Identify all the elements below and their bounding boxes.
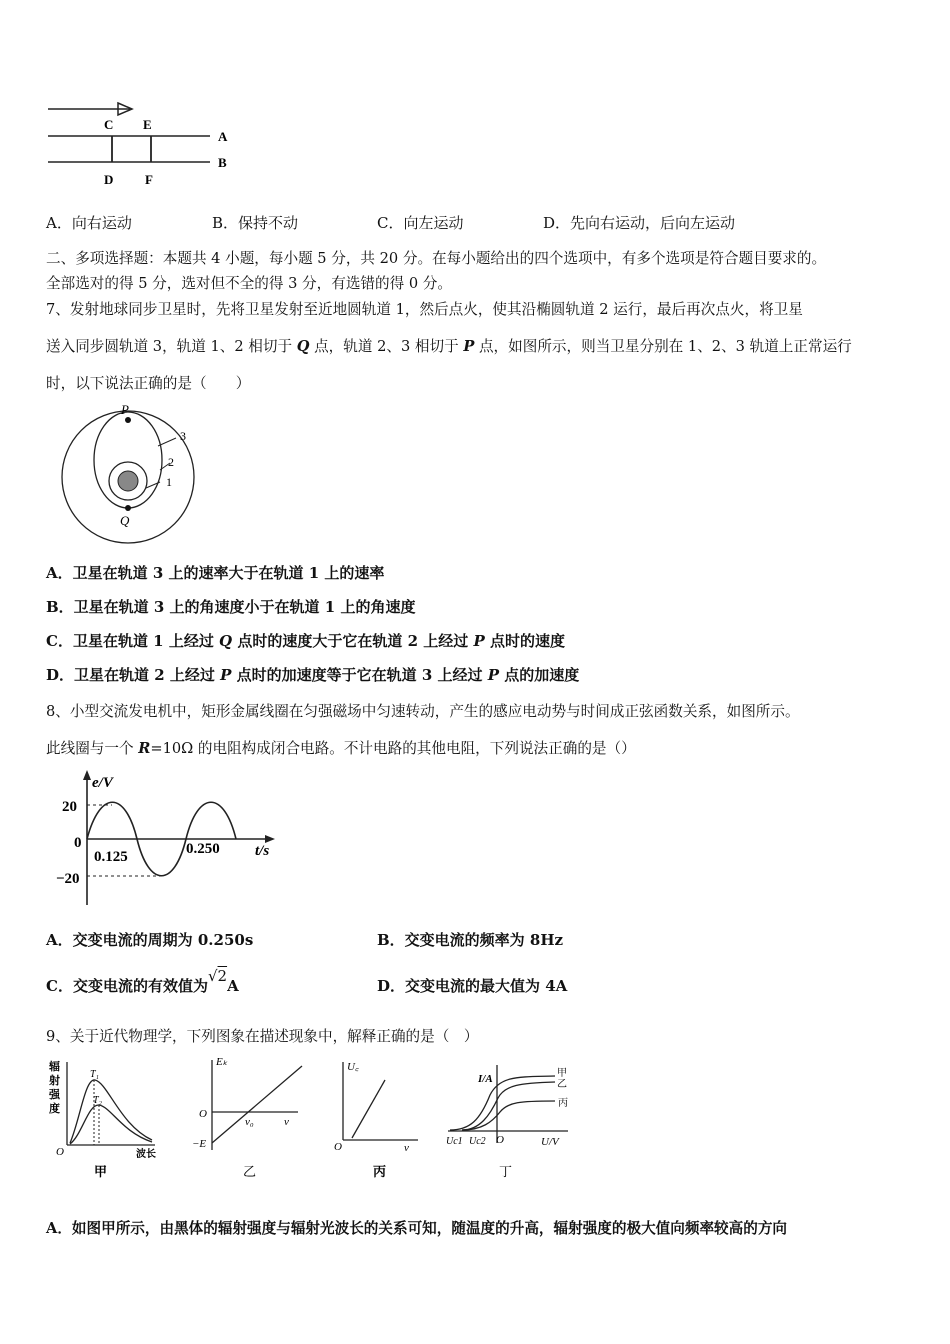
- fig-ding: [446, 1065, 568, 1179]
- bing-v: ν: [404, 1142, 409, 1154]
- label-b: B: [218, 155, 227, 170]
- label-a: A: [218, 129, 228, 144]
- q8-option-a[interactable]: A．交变电流的周期为 0.250s: [46, 931, 254, 949]
- jia-xlabel: 波长: [136, 1149, 156, 1160]
- q8-stem-2: 此线圈与一个 R=10Ω 的电阻构成闭合电路。不计电路的其他电阻，下列说法正确的是（）: [46, 740, 636, 757]
- fig-yi: [192, 1056, 302, 1179]
- q8-option-d[interactable]: D．交变电流的最大值为 4A: [377, 977, 568, 995]
- q6-option-b[interactable]: B．保持不动: [212, 214, 299, 232]
- emf-t2: 0.250: [186, 841, 220, 857]
- q9-option-a[interactable]: A．如图甲所示，由黑体的辐射强度与辐射光波长的关系可知，随温度的升高，辐射强度的极大值向频率较高的方向: [46, 1220, 788, 1237]
- orbit-label-2: 2: [168, 455, 174, 469]
- jia-caption: 甲: [94, 1164, 108, 1179]
- ding-origin: O: [496, 1134, 504, 1146]
- yi-v0: ν₀: [245, 1116, 254, 1128]
- jia-y4: 度: [49, 1103, 60, 1115]
- bing-origin: O: [334, 1141, 342, 1153]
- fig-bing: [334, 1061, 418, 1179]
- emf-ymin: −20: [56, 871, 80, 887]
- q7-option-b[interactable]: B．卫星在轨道 3 上的角速度小于在轨道 1 上的角速度: [46, 598, 416, 616]
- q7-option-d[interactable]: D．卫星在轨道 2 上经过 P 点时的加速度等于它在轨道 3 上经过 P 点的加速度: [46, 666, 580, 684]
- q7-stem-3: 时，以下说法正确的是（ ）: [46, 375, 251, 392]
- ding-bing: 丙: [558, 1098, 568, 1109]
- ding-uc1: Uc1: [446, 1136, 463, 1147]
- q8-stem-1: 8、小型交流发电机中，矩形金属线圈在匀强磁场中匀速转动，产生的感应电动势与时间成正弦函数关系，如图所示。: [46, 703, 800, 720]
- jia-y1: 辐: [49, 1061, 60, 1073]
- label-f: F: [145, 172, 153, 187]
- yi-negE: −E: [192, 1138, 207, 1150]
- q8-option-c[interactable]: C．交变电流的有效值为√2A: [46, 967, 239, 995]
- orbit-label-1: 1: [166, 475, 172, 489]
- orbit-label-p: P: [121, 402, 129, 417]
- ding-ylabel: I/A: [478, 1073, 493, 1085]
- bing-ylabel: U꜀: [347, 1061, 359, 1073]
- jia-origin: O: [56, 1146, 64, 1158]
- q6-option-d[interactable]: D．先向右运动，后向左运动: [543, 214, 736, 232]
- emf-ymax: 20: [62, 799, 77, 815]
- q7-stem-2: 送入同步圆轨道 3，轨道 1、2 相切于 Q 点，轨道 2、3 相切于 P 点，如图所示，则当卫星分别在 1、2、3 轨道上正常运行: [46, 338, 852, 355]
- bing-caption: 丙: [373, 1164, 387, 1179]
- label-c: C: [104, 117, 114, 132]
- yi-origin: O: [199, 1108, 207, 1120]
- section2-heading: 二、多项选择题：本题共 4 小题，每小题 5 分，共 20 分。在每小题给出的四个选项中，有多个选项是符合题目要求的。: [46, 250, 827, 267]
- yi-caption: 乙: [243, 1164, 257, 1179]
- q7-option-c[interactable]: C．卫星在轨道 1 上经过 Q 点时的速度大于它在轨道 2 上经过 P 点时的速度: [46, 632, 565, 650]
- yi-v: ν: [284, 1116, 289, 1128]
- jia-y3: 强: [49, 1089, 60, 1101]
- q8-option-b[interactable]: B．交变电流的频率为 8Hz: [377, 931, 564, 949]
- q7-option-a[interactable]: A．卫星在轨道 3 上的速率大于在轨道 1 上的速率: [46, 564, 385, 582]
- ding-xlabel: U/V: [541, 1136, 559, 1148]
- ding-yi: 乙: [557, 1079, 567, 1090]
- yi-ylabel: Eₖ: [216, 1056, 228, 1068]
- emf-xlabel: t/s: [255, 843, 270, 859]
- orbit-label-3: 3: [180, 429, 186, 443]
- orbit-label-q: Q: [120, 513, 130, 528]
- sqrt-symbol: √2: [207, 967, 228, 985]
- section2-heading-cont: 全部选对的得 5 分，选对但不全的得 3 分，有选错的得 0 分。: [46, 275, 452, 292]
- emf-zero: 0: [74, 835, 82, 851]
- emf-ylabel: e/V: [92, 775, 113, 791]
- jia-y2: 射: [49, 1075, 60, 1087]
- q6-option-a[interactable]: A．向右运动: [46, 214, 132, 232]
- jia-t2: T₂: [93, 1095, 103, 1106]
- q9-stem: 9、关于近代物理学，下列图象在描述现象中，解释正确的是（ ）: [46, 1028, 479, 1045]
- q7-stem-1: 7、发射地球同步卫星时，先将卫星发射至近地圆轨道 1，然后点火，使其沿椭圆轨道 2 运行，最后再次点火，将卫星: [46, 301, 803, 318]
- jia-t1: T₁: [90, 1069, 100, 1080]
- label-d: D: [104, 172, 114, 187]
- label-e: E: [143, 117, 152, 132]
- emf-t1: 0.125: [94, 849, 128, 865]
- fig-jia: [48, 1059, 156, 1179]
- ding-caption: 丁: [499, 1164, 513, 1179]
- ding-uc2: Uc2: [469, 1136, 486, 1147]
- ding-jia: 甲: [557, 1068, 567, 1079]
- q6-option-c[interactable]: C．向左运动: [377, 214, 464, 232]
